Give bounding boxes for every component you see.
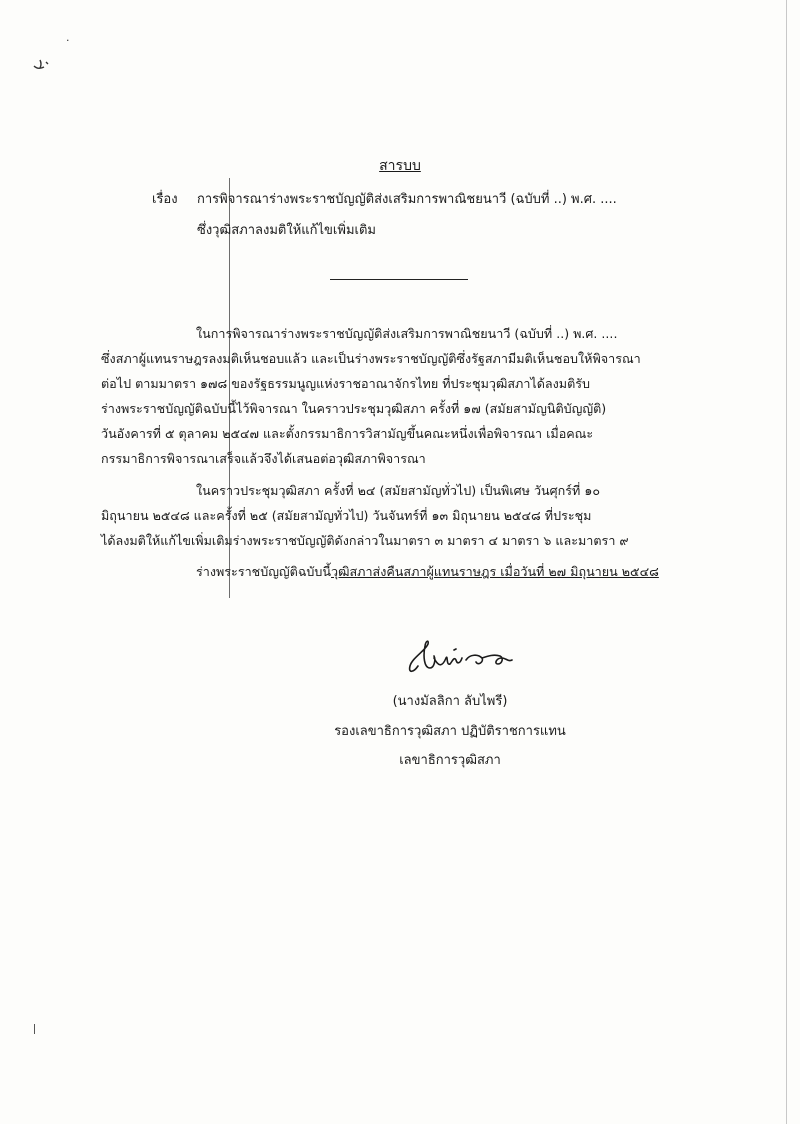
paragraph1-line-6: กรรมาธิการพิจารณาเสร็จแล้วจึงได้เสนอต่อวุฒิสภาพิจารณา	[101, 451, 426, 466]
section-divider	[330, 279, 468, 280]
paragraph2-line-1: ในคราวประชุมวุฒิสภา ครั้งที่ ๒๔ (สมัยสามัญทั่วไป) เป็นพิเศษ วันศุกร์ที่ ๑๐	[196, 483, 601, 498]
scan-tick-mark	[34, 1024, 35, 1034]
paragraph2-line-3: ได้ลงมติให้แก้ไขเพิ่มเติมร่างพระราชบัญญัติดังกล่าวในมาตรา ๓ มาตรา ๔ มาตรา ๖ และมาตรา ๙	[101, 533, 629, 548]
subject-label: เรื่อง	[152, 192, 178, 207]
paragraph1-line-5: วันอังคารที่ ๕ ตุลาคม ๒๕๔๗ และตั้งกรรมาธิการวิสามัญขึ้นคณะหนึ่งเพื่อพิจารณา เมื่อคณะ	[101, 426, 594, 441]
paragraph3-underlined-text: วุฒิสภาส่งคืนสภาผู้แทนราษฎร เมื่อวันที่ ๒๗ มิถุนายน ๒๕๔๘	[331, 564, 659, 579]
paragraph1-line-4: ร่างพระราชบัญญัติฉบับนี้ไว้พิจารณา ในคราวประชุมวุฒิสภา ครั้งที่ ๑๗ (สมัยสามัญนิติบัญญัติ)	[101, 401, 607, 416]
document-heading: สารบบ	[379, 158, 421, 174]
signatory-name: (นางมัลลิกา ลับไพรี)	[392, 694, 508, 709]
paragraph1-line-3: ต่อไป ตามมาตรา ๑๗๘ ของรัฐธรรมนูญแห่งราชอาณาจักรไทย ที่ประชุมวุฒิสภาได้ลงมติรับ	[101, 376, 591, 391]
paragraph3-plain-text: ร่างพระราชบัญญัติฉบับนี้	[196, 564, 332, 579]
scan-speck: ·	[66, 34, 70, 47]
subject-line-2: ซึ่งวุฒิสภาลงมติให้แก้ไขเพิ่มเติม	[197, 223, 376, 238]
scan-speck-mark	[30, 52, 52, 74]
subject-line-1: การพิจารณาร่างพระราชบัญญัติส่งเสริมการพาณิชยนาวี (ฉบับที่ ..) พ.ศ. ....	[197, 192, 617, 207]
signatory-position: รองเลขาธิการวุฒิสภา ปฏิบัติราชการแทน	[334, 724, 566, 739]
signatory-title: เลขาธิการวุฒิสภา	[399, 753, 501, 768]
paragraph2-line-2: มิถุนายน ๒๕๔๘ และครั้งที่ ๒๕ (สมัยสามัญทั่วไป) วันจันทร์ที่ ๑๓ มิถุนายน ๒๕๔๘ ที่ประชุม	[101, 508, 592, 523]
paragraph1-line-1: ในการพิจารณาร่างพระราชบัญญัติส่งเสริมการพาณิชยนาวี (ฉบับที่ ..) พ.ศ. ....	[196, 326, 618, 341]
paragraph3-line	[196, 563, 659, 581]
paragraph1-line-2: ซึ่งสภาผู้แทนราษฎรลงมติเห็นชอบแล้ว และเป็นร่างพระราชบัญญัติซึ่งรัฐสภามีมติเห็นชอบให้พิจารณา	[101, 351, 641, 366]
handwritten-signature	[404, 636, 516, 682]
